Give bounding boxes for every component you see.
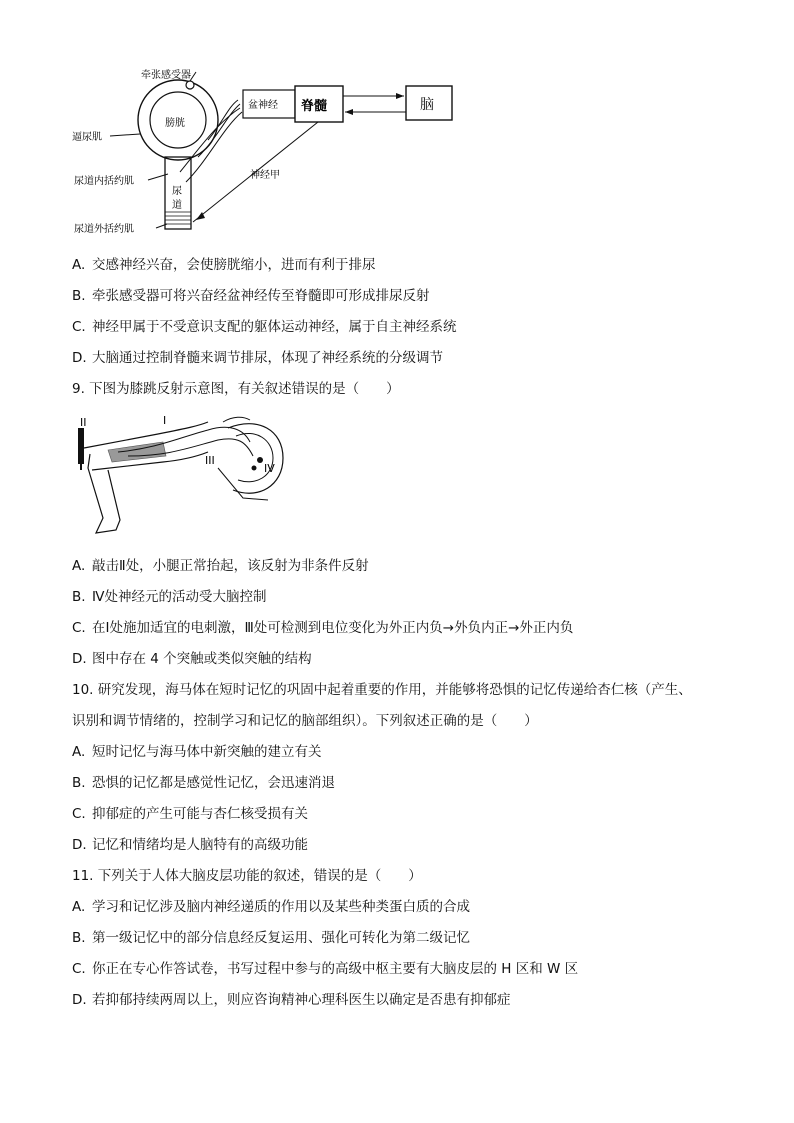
q8-option-d: D. 大脑通过控制脊髓来调节排尿，体现了神经系统的分级调节 [72, 350, 443, 366]
q11-option-d: D. 若抑郁持续两周以上，则应咨询精神心理科医生以确定是否患有抑郁症 [72, 992, 511, 1008]
q9-option-b: B. Ⅳ处神经元的活动受大脑控制 [72, 589, 267, 605]
q11-stem: 11. 下列关于人体大脑皮层功能的叙述，错误的是（ ） [72, 868, 422, 884]
q10-stem-line1: 10. 研究发现，海马体在短时记忆的巩固中起着重要的作用，并能够将恐惧的记忆传递给杏仁核（产生、 [72, 682, 692, 698]
label-brain: 脑 [420, 97, 434, 113]
receptor-dot [186, 81, 194, 89]
label-urethra-2: 道 [172, 200, 182, 211]
label-inner-sphincter: 尿道内括约肌 [74, 176, 134, 187]
label-bladder: 膀胱 [165, 118, 185, 129]
q9-option-a: A. 敲击Ⅱ处，小腿正常抬起，该反射为非条件反射 [72, 558, 369, 574]
q10-option-a: A. 短时记忆与海马体中新突触的建立有关 [72, 744, 322, 760]
q10-stem-line2: 识别和调节情绪的，控制学习和记忆的脑部组织）。下列叙述正确的是（ ） [72, 713, 538, 729]
label-iv: IV [264, 462, 275, 475]
label-nerve-a: 神经甲 [250, 170, 280, 181]
q9-stem: 9. 下图为膝跳反射示意图，有关叙述错误的是（ ） [72, 381, 400, 397]
q10-option-d: D. 记忆和情绪均是人脑特有的高级功能 [72, 837, 308, 853]
q8-option-c: C. 神经甲属于不受意识支配的躯体运动神经，属于自主神经系统 [72, 319, 457, 335]
q8-option-b: B. 牵张感受器可将兴奋经盆神经传至脊髓即可形成排尿反射 [72, 288, 430, 304]
q11-option-b: B. 第一级记忆中的部分信息经反复运用、强化可转化为第二级记忆 [72, 930, 470, 946]
q10-option-c: C. 抑郁症的产生可能与杏仁核受损有关 [72, 806, 308, 822]
label-outer-sphincter: 尿道外括约肌 [74, 224, 134, 235]
q9-option-d: D. 图中存在 4 个突触或类似突触的结构 [72, 651, 312, 667]
q11-option-c: C. 你正在专心作答试卷，书写过程中参与的高级中枢主要有大脑皮层的 H 区和 W 区 [72, 961, 579, 977]
q9-option-c: C. 在Ⅰ处施加适宜的电刺激，Ⅲ处可检测到电位变化为外正内负→外负内正→外正内负 [72, 620, 574, 636]
label-i: I [163, 414, 167, 427]
knee-jerk-diagram [68, 408, 298, 543]
q11-option-a: A. 学习和记忆涉及脑内神经递质的作用以及某些种类蛋白质的合成 [72, 899, 470, 915]
label-urethra-1: 尿 [172, 186, 182, 197]
label-spinal-cord: 脊髓 [301, 99, 328, 114]
label-receptor: 牵张感受器 [141, 70, 191, 81]
label-detrusor: 逼尿肌 [72, 132, 102, 143]
label-pelvic-nerve: 盆神经 [248, 100, 278, 111]
q10-option-b: B. 恐惧的记忆都是感觉性记忆，会迅速消退 [72, 775, 335, 791]
label-iii: III [205, 454, 215, 467]
bladder-reflex-diagram [68, 62, 468, 242]
label-ii: II [80, 416, 87, 429]
q8-option-a: A. 交感神经兴奋，会使膀胱缩小，进而有利于排尿 [72, 257, 376, 273]
